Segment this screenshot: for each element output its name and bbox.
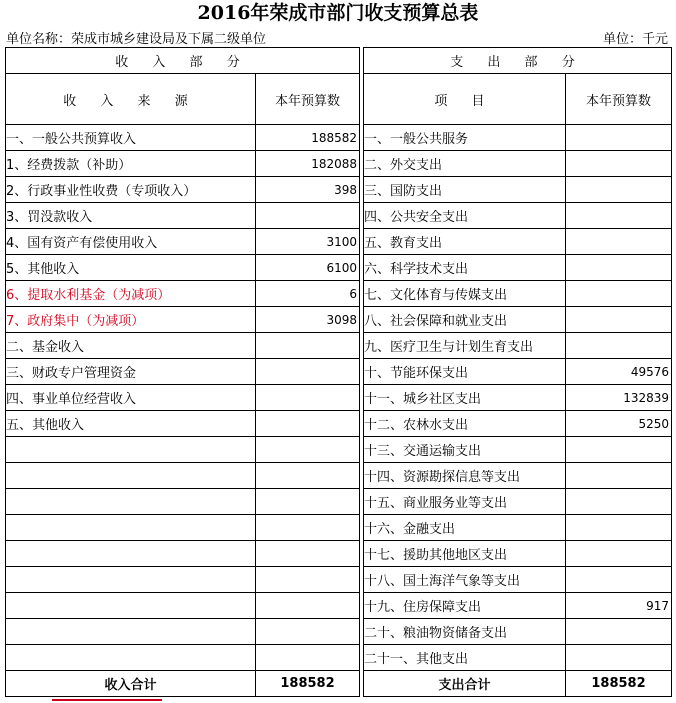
income-item-label: 三、财政专户管理资金 <box>6 359 256 385</box>
expense-item-label: 十九、住房保障支出 <box>364 593 566 619</box>
currency-unit-label: 单位：千元 <box>602 32 668 47</box>
table-row <box>6 177 672 203</box>
income-item-label: 2、行政事业性收费（专项收入） <box>6 177 256 203</box>
expense-item-label: 二十、粮油物资储备支出 <box>364 619 566 645</box>
income-item-label: 五、其他收入 <box>6 411 256 437</box>
expense-section-header: 支 出 部 分 <box>364 48 672 74</box>
expense-item-value <box>566 229 672 255</box>
income-item-value: 3100 <box>256 229 360 255</box>
page-title: 2016年荣成市部门收支预算总表 <box>197 2 479 24</box>
income-item-label <box>6 645 256 671</box>
expense-item-label: 二十一、其他支出 <box>364 645 566 671</box>
expense-item-value <box>566 281 672 307</box>
expense-item-value <box>566 255 672 281</box>
income-item-label <box>6 619 256 645</box>
expense-budget-header: 本年预算数 <box>566 74 672 125</box>
expense-item-header: 项 目 <box>364 74 566 125</box>
expense-item-label: 十二、农林水支出 <box>364 411 566 437</box>
income-item-value <box>256 489 360 515</box>
income-item-label <box>6 489 256 515</box>
expense-item-value: 49576 <box>566 359 672 385</box>
expense-item-value <box>566 437 672 463</box>
income-item-value <box>256 203 360 229</box>
income-budget-header: 本年预算数 <box>256 74 360 125</box>
expense-item-value <box>566 463 672 489</box>
table-row <box>6 203 672 229</box>
table-row <box>6 489 672 515</box>
table-row <box>6 645 672 671</box>
income-item-value <box>256 593 360 619</box>
table-row <box>6 411 672 437</box>
expense-item-label: 十六、金融支出 <box>364 515 566 541</box>
expense-item-label: 六、科学技术支出 <box>364 255 566 281</box>
red-underline-mark <box>52 699 162 701</box>
expense-item-value <box>566 203 672 229</box>
income-item-value: 188582 <box>256 125 360 151</box>
table-row <box>6 307 672 333</box>
expense-item-label: 四、公共安全支出 <box>364 203 566 229</box>
income-item-value <box>256 515 360 541</box>
expense-item-value <box>566 333 672 359</box>
income-item-value <box>256 359 360 385</box>
expense-item-value <box>566 567 672 593</box>
income-item-value: 398 <box>256 177 360 203</box>
income-item-label: 3、罚没款收入 <box>6 203 256 229</box>
table-row <box>6 281 672 307</box>
income-item-label: 一、一般公共预算收入 <box>6 125 256 151</box>
income-item-value <box>256 619 360 645</box>
expense-item-label: 十一、城乡社区支出 <box>364 385 566 411</box>
table-row <box>6 125 672 151</box>
income-item-value: 3098 <box>256 307 360 333</box>
income-item-label: 7、政府集中（为减项） <box>6 307 256 333</box>
expense-item-label: 二、外交支出 <box>364 151 566 177</box>
income-item-value: 6 <box>256 281 360 307</box>
expense-total-value: 188582 <box>566 671 672 697</box>
expense-item-value <box>566 645 672 671</box>
income-item-label: 二、基金收入 <box>6 333 256 359</box>
unit-name-label: 单位名称：荣成市城乡建设局及下属二级单位 <box>6 32 267 47</box>
income-item-value <box>256 385 360 411</box>
table-row <box>6 619 672 645</box>
table-row <box>6 229 672 255</box>
income-item-value <box>256 567 360 593</box>
income-item-value <box>256 437 360 463</box>
income-item-label: 1、经费拨款（补助） <box>6 151 256 177</box>
income-item-value <box>256 411 360 437</box>
expense-item-value <box>566 619 672 645</box>
expense-item-value <box>566 307 672 333</box>
income-item-value <box>256 463 360 489</box>
expense-total-label: 支出合计 <box>364 671 566 697</box>
table-row <box>6 151 672 177</box>
expense-item-label: 十五、商业服务业等支出 <box>364 489 566 515</box>
expense-item-label: 十三、交通运输支出 <box>364 437 566 463</box>
income-item-label <box>6 593 256 619</box>
expense-item-value <box>566 489 672 515</box>
expense-item-label: 十四、资源勘探信息等支出 <box>364 463 566 489</box>
expense-item-value: 5250 <box>566 411 672 437</box>
expense-item-value <box>566 515 672 541</box>
expense-item-label: 十八、国土海洋气象等支出 <box>364 567 566 593</box>
expense-item-value <box>566 125 672 151</box>
table-row <box>6 463 672 489</box>
expense-item-value: 132839 <box>566 385 672 411</box>
total-row <box>6 671 672 697</box>
expense-item-value <box>566 541 672 567</box>
income-item-value <box>256 645 360 671</box>
income-item-label <box>6 567 256 593</box>
income-item-label <box>6 437 256 463</box>
expense-item-label: 一、一般公共服务 <box>364 125 566 151</box>
expense-item-label: 三、国防支出 <box>364 177 566 203</box>
table-row <box>6 437 672 463</box>
income-item-label: 5、其他收入 <box>6 255 256 281</box>
income-item-label <box>6 515 256 541</box>
income-item-value <box>256 333 360 359</box>
table-row <box>6 359 672 385</box>
income-item-label <box>6 541 256 567</box>
table-row <box>6 593 672 619</box>
income-item-value <box>256 541 360 567</box>
table-row <box>6 333 672 359</box>
expense-item-value <box>566 151 672 177</box>
expense-item-label: 九、医疗卫生与计划生育支出 <box>364 333 566 359</box>
table-row <box>6 255 672 281</box>
income-total-value: 188582 <box>256 671 360 697</box>
table-row <box>6 567 672 593</box>
income-source-header: 收 入 来 源 <box>6 74 256 125</box>
expense-item-label: 五、教育支出 <box>364 229 566 255</box>
income-item-value: 6100 <box>256 255 360 281</box>
expense-item-label: 十、节能环保支出 <box>364 359 566 385</box>
income-total-label: 收入合计 <box>6 671 256 697</box>
income-item-label: 4、国有资产有偿使用收入 <box>6 229 256 255</box>
table-row <box>6 541 672 567</box>
expense-item-label: 八、社会保障和就业支出 <box>364 307 566 333</box>
table-row <box>6 515 672 541</box>
expense-item-value <box>566 177 672 203</box>
expense-item-label: 七、文化体育与传媒支出 <box>364 281 566 307</box>
budget-table <box>5 47 672 697</box>
income-item-label: 6、提取水利基金（为减项） <box>6 281 256 307</box>
income-item-value: 182088 <box>256 151 360 177</box>
income-item-label <box>6 463 256 489</box>
expense-item-label: 十七、援助其他地区支出 <box>364 541 566 567</box>
expense-item-value: 917 <box>566 593 672 619</box>
table-row <box>6 385 672 411</box>
income-item-label: 四、事业单位经营收入 <box>6 385 256 411</box>
income-section-header: 收 入 部 分 <box>6 48 360 74</box>
